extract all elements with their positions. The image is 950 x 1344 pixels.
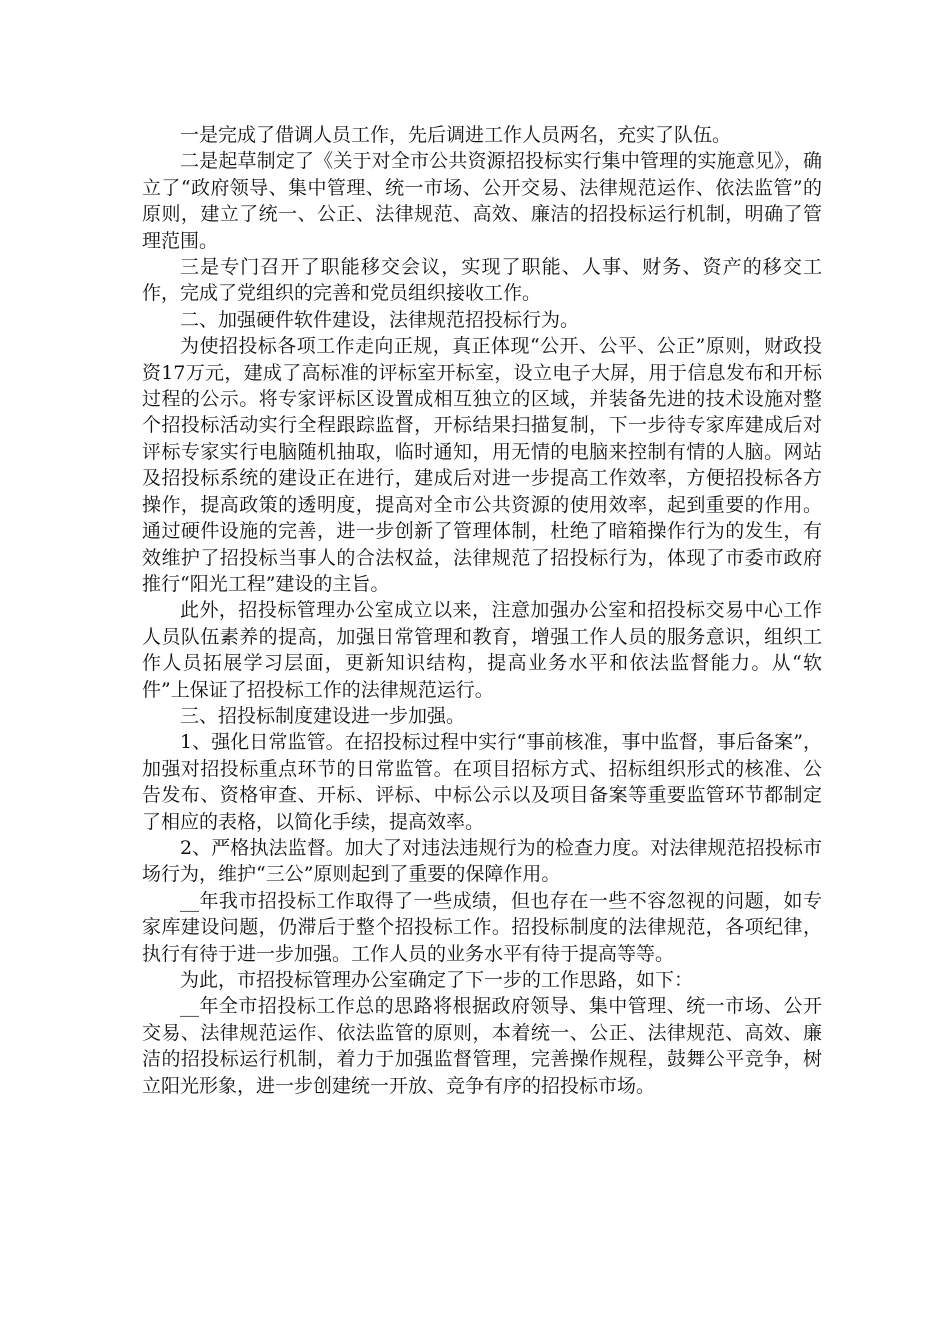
paragraph-next-steps-intro: 为此，市招投标管理办公室确定了下一步的工作思路，如下： xyxy=(180,969,694,991)
paragraph-staff-quality: 此外，招投标管理办公室成立以来，注意加强办公室和招投标交易中心工作人员队伍素养的提高，加强日常管理和教育，增强工作人员的服务意识，组织工作人员拓展学习层面，更新知识结构，提高业务水平和依法监督能力。从“软件”上保证了招投标工作的法律规范运行。 xyxy=(142,599,822,701)
document-body xyxy=(142,122,822,1099)
paragraph-daily-supervision: 1、强化日常监管。在招投标过程中实行“事前核准，事中监督，事后备案”，加强对招投标重点环节的日常监管。在项目招标方式、招标组织形式的核准、公告发布、资格审查、开标、评标、中标公示以及项目备案等重要监管环节都制定了相应的表格，以简化手续，提高效率。 xyxy=(142,731,822,833)
section-heading-system-building: 三、招投标制度建设进一步加强。 xyxy=(180,704,466,727)
paragraph-problems: __年我市招投标工作取得了一些成绩，但也存在一些不容忽视的问题，如专家库建设问题，仍滞后于整个招投标工作。招投标制度的法律规范，各项纪律，执行有待于进一步加强。工作人员的业务水平有待于提高等等。 xyxy=(142,889,822,965)
paragraph-overall-plan: __年全市招投标工作总的思路将根据政府领导、集中管理、统一市场、公开交易、法律规范运作、依法监管的原则，本着统一、公正、法律规范、高效、廉洁的招投标运行机制，着力于加强监督管理，完善操作规程，鼓舞公平竞争，树立阳光形象，进一步创建统一开放、竞争有序的招投标市场。 xyxy=(142,995,822,1097)
paragraph-law-enforcement: 2、严格执法监督。加大了对违法违规行为的检查力度。对法律规范招投标市场行为，维护“三公”原则起到了重要的保障作用。 xyxy=(142,836,822,886)
paragraph-hardware-investment: 为使招投标各项工作走向正规，真正体现“公开、公平、公正”原则，财政投资17万元，建成了高标准的评标室开标室，设立电子大屏，用于信息发布和开标过程的公示。将专家评标区设置成相互独立的区域，并装备先进的技术设施对整个招投标活动实行全程跟踪监督，开标结果扫描复制，下一步待专家库建成后对评标专家实行电脑随机抽取，临时通知，用无情的电脑来控制有情的人脑。网站及招投标系统的建设正在进行，建成后对进一步提高工作效率，方便招投标各方操作，提高政策的透明度，提高对全市公共资源的使用效率，起到重要的作用。通过硬件设施的完善，进一步创新了管理体制，杜绝了暗箱操作行为的发生，有效维护了招投标当事人的合法权益，法律规范了招投标行为，体现了市委市政府推行“阳光工程”建设的主旨。 xyxy=(142,335,822,595)
section-heading-hardware-software: 二、加强硬件软件建设，法律规范招投标行为。 xyxy=(180,308,580,331)
paragraph-handover-meeting: 三是专门召开了职能移交会议，实现了职能、人事、财务、资产的移交工作，完成了党组织的完善和党员组织接收工作。 xyxy=(142,256,822,305)
paragraph-staff: 一是完成了借调人员工作，先后调进工作人员两名，充实了队伍。 xyxy=(180,124,732,146)
paragraph-implementation-opinion: 二是起草制定了《关于对全市公共资源招投标实行集中管理的实施意见》，确立了“政府领导、集中管理、统一市场、公开交易、法律规范运作、依法监管”的原则，建立了统一、公正、法律规范、高效、廉洁的招投标运行机制，明确了管理范围。 xyxy=(142,150,822,252)
